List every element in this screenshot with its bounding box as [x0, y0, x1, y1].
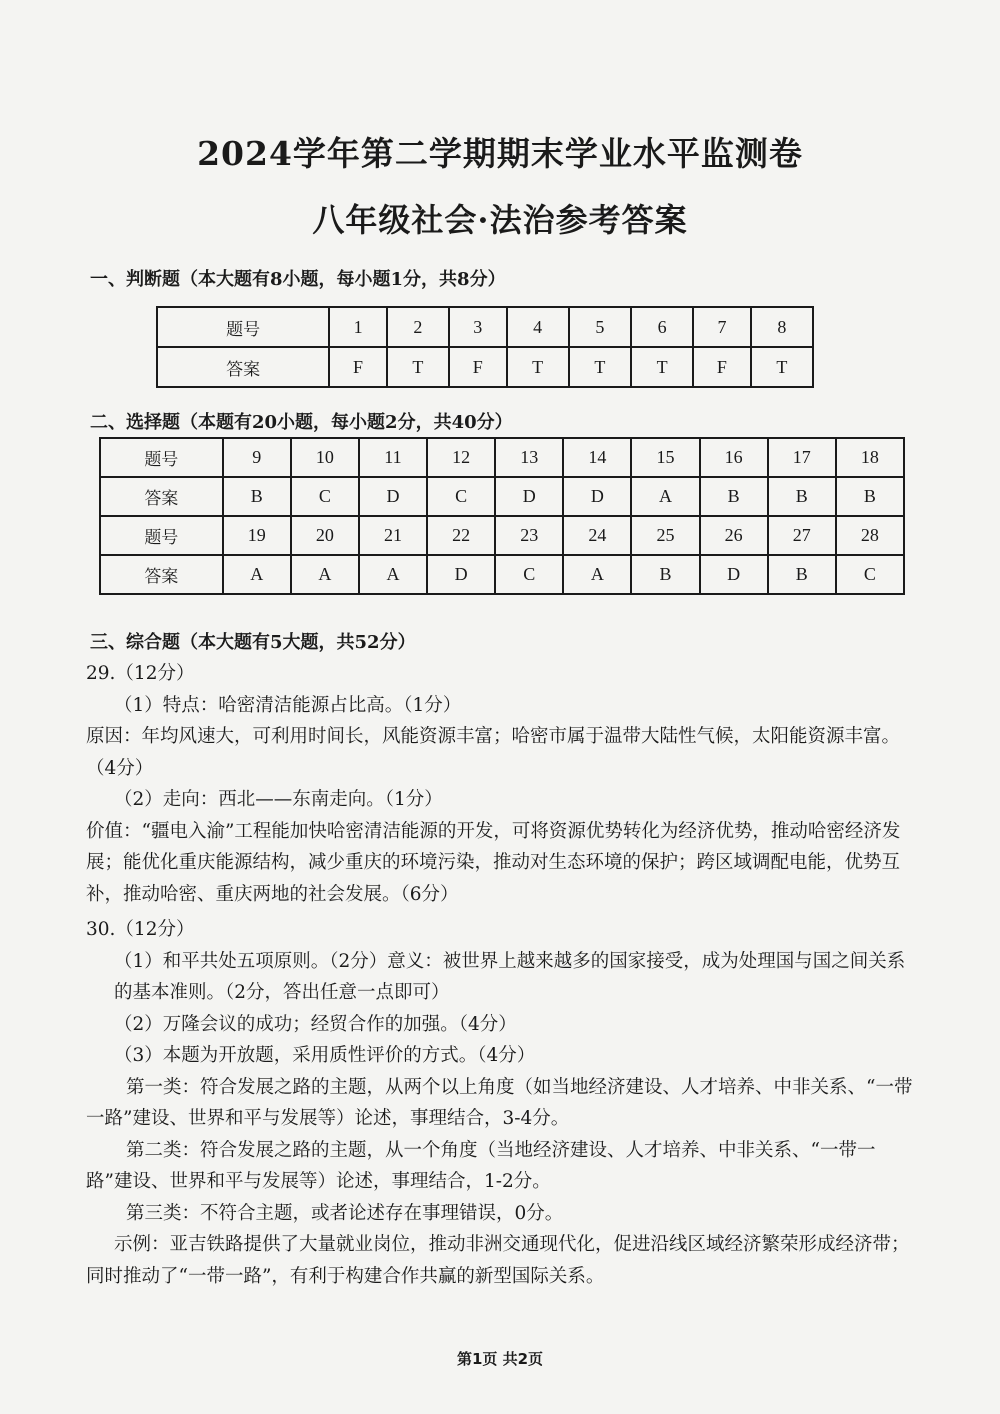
row-label-number: 题号: [100, 438, 223, 477]
table-row: [100, 438, 904, 477]
table-row: [157, 347, 813, 387]
question-number: 15: [631, 438, 699, 477]
multiple-choice-answer-table: [99, 437, 905, 595]
question-number: 25: [631, 516, 699, 555]
question-number: 8: [751, 307, 813, 347]
answer-cell: A: [291, 555, 359, 594]
answer-cell: T: [387, 347, 449, 387]
question-number: 3: [449, 307, 507, 347]
section2-heading: 二、选择题（本题有20小题，每小题2分，共40分）: [90, 412, 513, 433]
sample-answer: 示例：亚吉铁路提供了大量就业岗位，推动非洲交通现代化，促进沿线区域经济繁荣形成经济带；同时推动了“一带一路”，有利于构建合作共赢的新型国际关系。: [86, 1234, 910, 1287]
answer-cell: B: [836, 477, 904, 516]
question-number: 12: [427, 438, 495, 477]
answer-cell: A: [631, 477, 699, 516]
question-number: 20: [291, 516, 359, 555]
row-label-answer: 答案: [157, 347, 329, 387]
row-label-number: 题号: [157, 307, 329, 347]
answer-cell: B: [768, 477, 836, 516]
question-number: 21: [359, 516, 427, 555]
answer-cell: B: [223, 477, 291, 516]
table-row: [157, 307, 813, 347]
answer-paragraph: 原因：年均风速大，可利用时间长，风能资源丰富；哈密市属于温带大陆性气候，太阳能资源丰富。（4分）: [86, 726, 901, 779]
true-false-answer-table: [156, 306, 814, 388]
question-number: 13: [495, 438, 563, 477]
question-number: 2: [387, 307, 449, 347]
answer-paragraph: （2）走向：西北——东南走向。（1分）: [114, 789, 443, 810]
question-number: 6: [631, 307, 693, 347]
answer-cell: T: [569, 347, 631, 387]
page-title: 2024学年第二学期期末学业水平监测卷: [197, 134, 803, 173]
question-number: 9: [223, 438, 291, 477]
question-number: 7: [693, 307, 751, 347]
question-30-answer: [86, 914, 916, 1292]
question-number: 26: [700, 516, 768, 555]
answer-paragraph: （1）特点：哈密清洁能源占比高。（1分）: [114, 694, 462, 716]
answer-cell: A: [223, 555, 291, 594]
question-number: 23: [495, 516, 563, 555]
grading-criterion: 第一类：符合发展之路的主题，从两个以上角度（如当地经济建设、人才培养、中非关系、“一带一路”建设、世界和平与发展等）论述，事理结合，3-4分。: [86, 1076, 913, 1129]
grading-criterion: 第二类：符合发展之路的主题，从一个角度（当地经济建设、人才培养、中非关系、“一带一路”建设、世界和平与发展等）论述，事理结合，1-2分。: [86, 1139, 876, 1192]
question-number: 28: [836, 516, 904, 555]
answer-cell: D: [495, 477, 563, 516]
answer-cell: F: [329, 347, 387, 387]
row-label-answer: 答案: [100, 555, 223, 594]
answer-cell: B: [700, 477, 768, 516]
row-label-number: 题号: [100, 516, 223, 555]
section1-heading: 一、判断题（本大题有8小题，每小题1分，共8分）: [90, 269, 506, 290]
answer-cell: T: [751, 347, 813, 387]
answer-cell: C: [836, 555, 904, 594]
section3-heading: 三、综合题（本大题有5大题，共52分）: [90, 632, 416, 653]
page-number: 第1页 共2页: [456, 1350, 544, 1368]
answer-paragraph: （1）和平共处五项原则。（2分）意义：被世界上越来越多的国家接受，成为处理国与国之间关系的基本准则。（2分，答出任意一点即可）: [114, 950, 906, 1003]
question-label: 30.（12分）: [86, 919, 195, 940]
row-label-answer: 答案: [100, 477, 223, 516]
answer-cell: B: [768, 555, 836, 594]
answer-paragraph: （2）万隆会议的成功；经贸合作的加强。（4分）: [114, 1013, 517, 1035]
answer-cell: F: [693, 347, 751, 387]
table-row: [100, 516, 904, 555]
question-number: 27: [768, 516, 836, 555]
question-number: 24: [563, 516, 631, 555]
answer-cell: D: [359, 477, 427, 516]
question-number: 16: [700, 438, 768, 477]
answer-cell: C: [427, 477, 495, 516]
answer-cell: T: [631, 347, 693, 387]
question-number: 14: [563, 438, 631, 477]
answer-cell: C: [291, 477, 359, 516]
answer-cell: D: [563, 477, 631, 516]
answer-cell: A: [563, 555, 631, 594]
answer-cell: D: [700, 555, 768, 594]
table-row: [100, 555, 904, 594]
question-number: 18: [836, 438, 904, 477]
answer-cell: T: [507, 347, 569, 387]
question-number: 22: [427, 516, 495, 555]
answer-paragraph: 价值：“疆电入渝”工程能加快哈密清洁能源的开发，可将资源优势转化为经济优势，推动哈密经济发展；能优化重庆能源结构，减少重庆的环境污染，推动对生态环境的保护；跨区域调配电能，优势互补，推动哈密、重庆两地的社会发展。（6分）: [86, 820, 901, 905]
question-number: 11: [359, 438, 427, 477]
question-number: 4: [507, 307, 569, 347]
question-label: 29.（12分）: [86, 663, 195, 684]
question-number: 5: [569, 307, 631, 347]
question-number: 1: [329, 307, 387, 347]
answer-cell: B: [631, 555, 699, 594]
answer-cell: C: [495, 555, 563, 594]
question-number: 10: [291, 438, 359, 477]
answer-paragraph: （3）本题为开放题，采用质性评价的方式。（4分）: [114, 1045, 536, 1066]
answer-cell: D: [427, 555, 495, 594]
answer-cell: F: [449, 347, 507, 387]
page-subtitle: 八年级社会·法治参考答案: [312, 201, 688, 239]
table-row: [100, 477, 904, 516]
question-number: 19: [223, 516, 291, 555]
question-number: 17: [768, 438, 836, 477]
answer-cell: A: [359, 555, 427, 594]
grading-criterion: 第三类：不符合主题，或者论述存在事理错误，0分。: [126, 1202, 564, 1224]
question-29-answer: [86, 658, 916, 910]
